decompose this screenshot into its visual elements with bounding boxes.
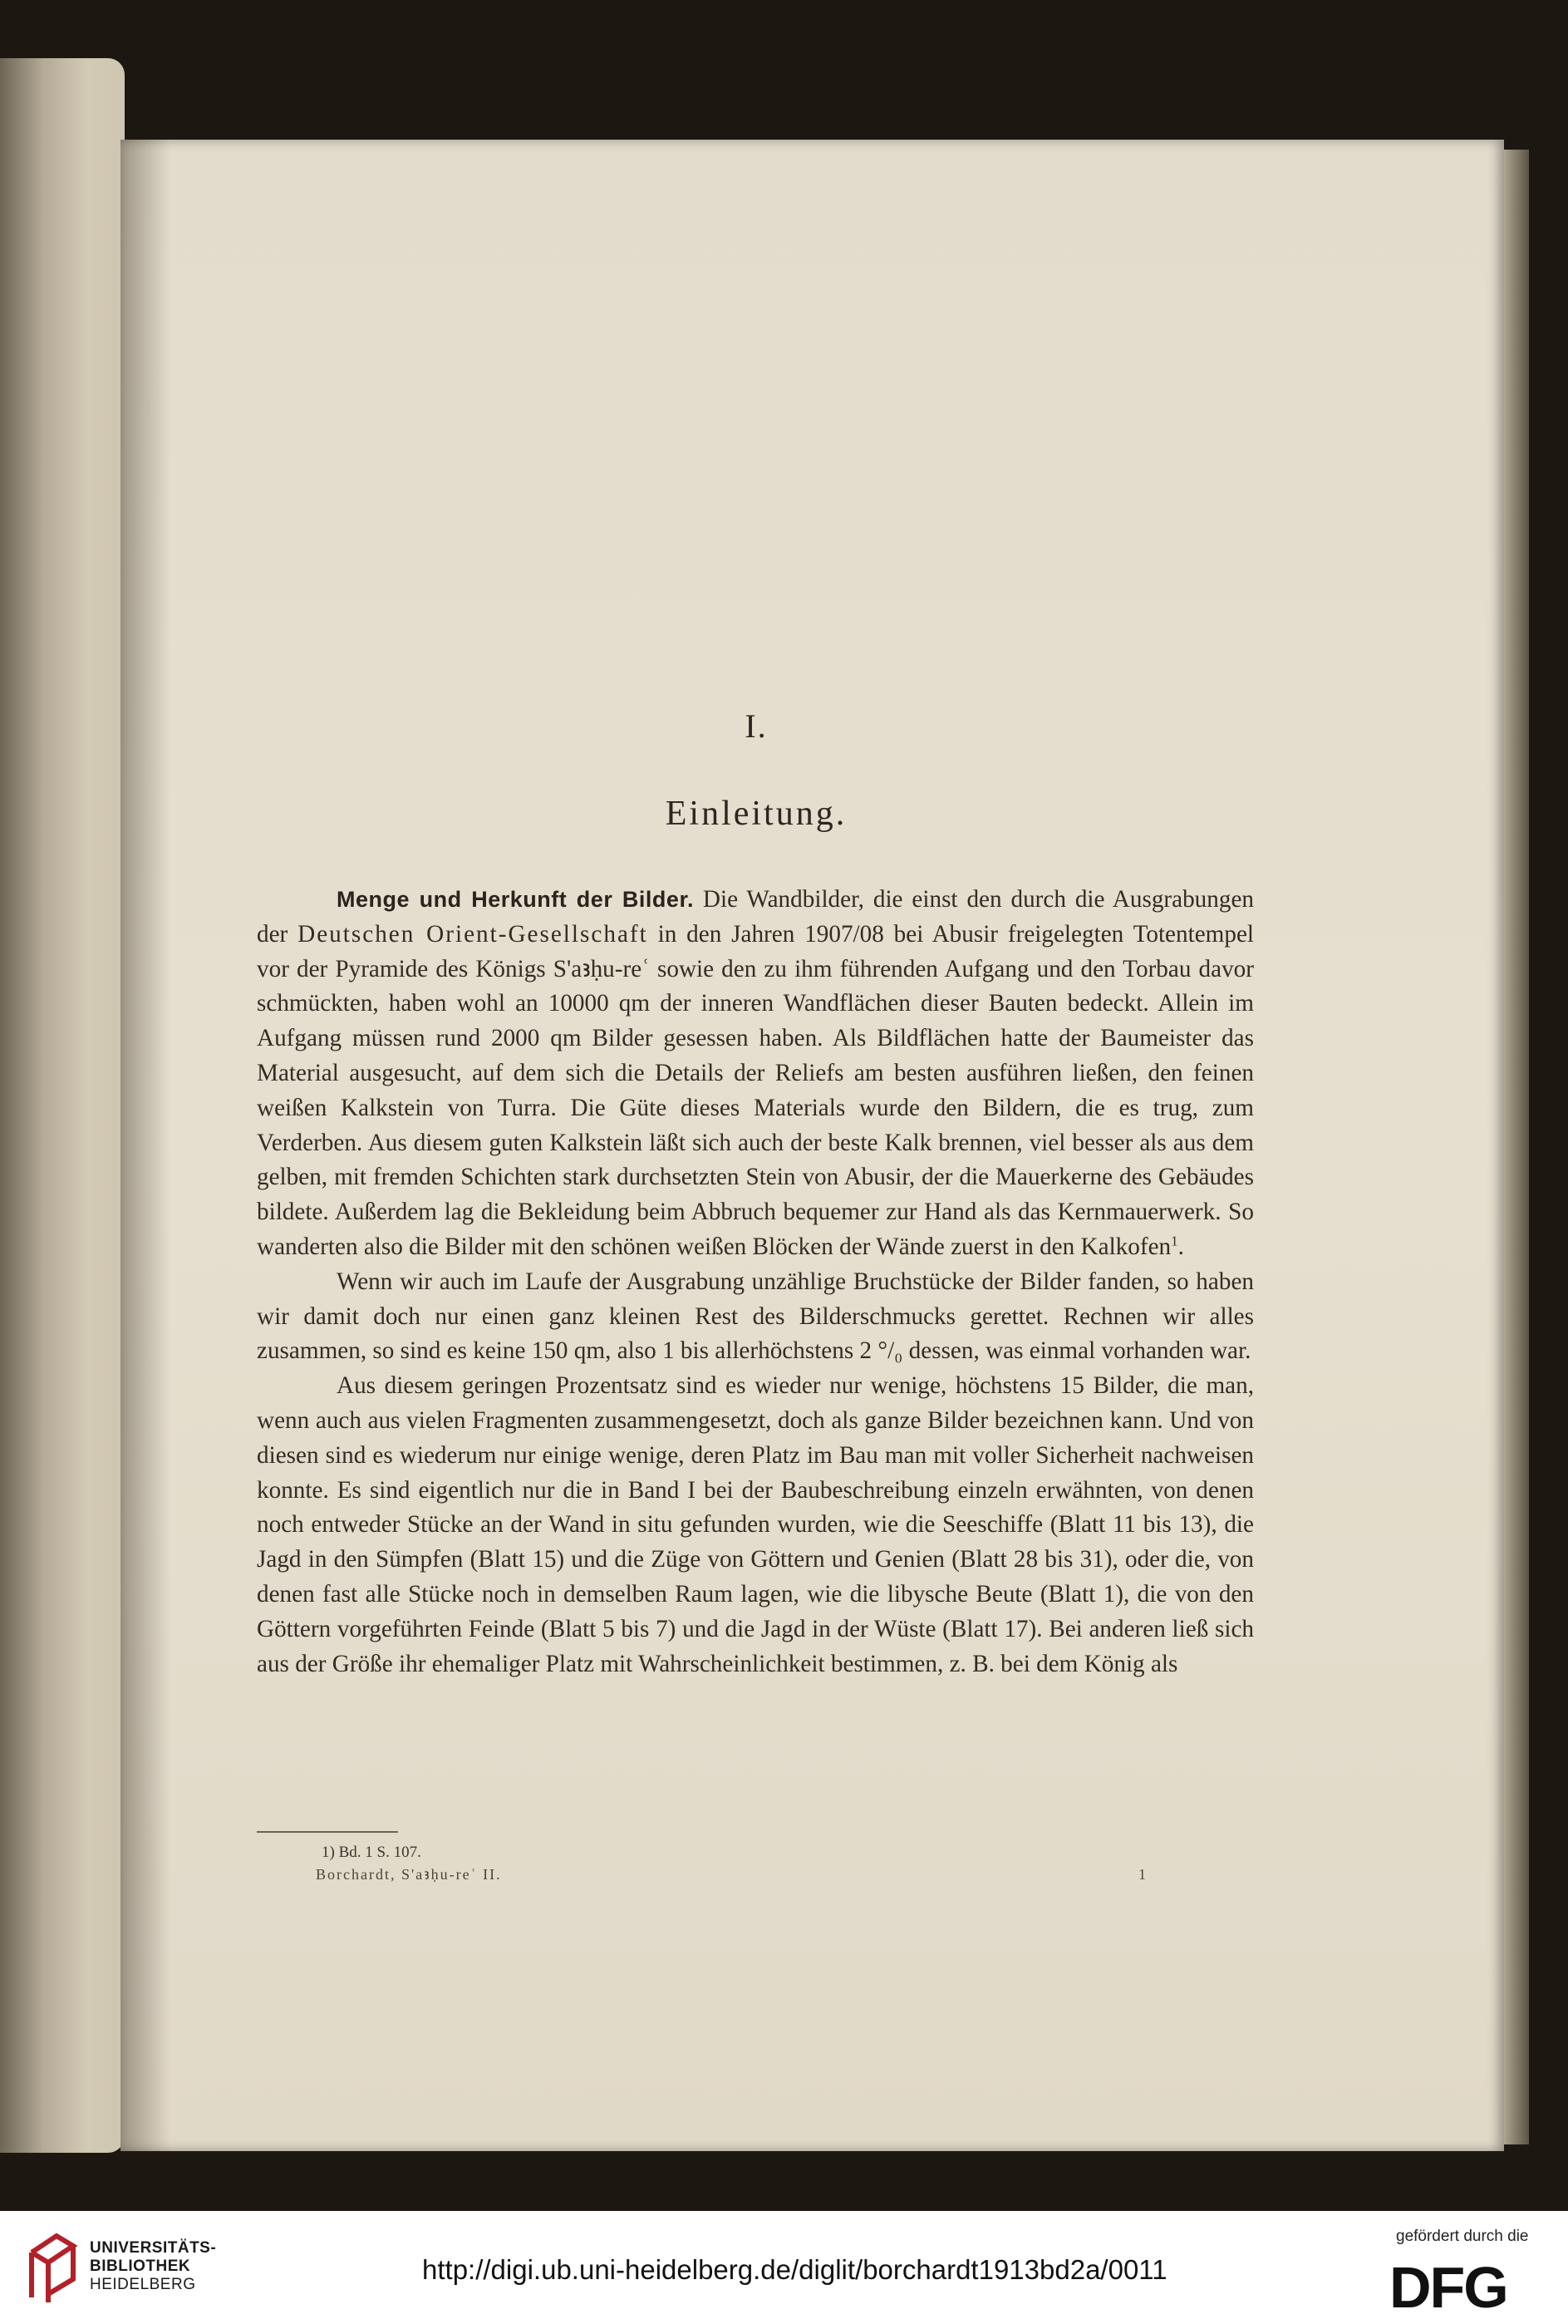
paragraph-1 [257, 883, 1254, 1265]
body-text [257, 883, 1254, 1681]
paragraph-3: Aus diesem geringen Prozentsatz sind es wieder nur wenige, höchstens 15 Bilder, die man, wenn auch aus vielen Fragmenten zusammengesetzt, doch als ganze Bilder bezeichnen kann. Und von diesen sind es wiederum nur einige wenige, deren Platz im Bau man mit voller Sicherheit nachweisen konnte. Es sind eigentlich nur die in Band I bei der Baubeschreibung einzeln erwähnten, von denen noch entweder Stücke an der Wand in situ gefunden wurden, wie die Seeschiffe (Blatt 11 bis 13), die Jagd in den Sümpfen (Blatt 15) und die Züge von Göttern und Genien (Blatt 28 bis 31), oder die, von denen fast alle Stücke noch in demselben Raum lagen, wie die libysche Beute (Blatt 1), die von den Göttern vorgeführten Feinde (Blatt 5 bis 7) und die Jagd in der Wüste (Blatt 17). Bei anderen ließ sich aus der Größe ihr ehemaliger Platz mit Wahrscheinlichkeit bestimmen, z. B. bei dem König als [257, 1372, 1254, 1677]
footer-bar [0, 2211, 1568, 2324]
paragraph-1-end: . [1177, 1233, 1184, 1260]
sheet-number: 1 [1138, 1866, 1146, 1883]
paragraph-1-spaced: Deutschen Orient-Gesellschaft [297, 920, 648, 948]
dfg-logo-icon[interactable] [1389, 2258, 1547, 2312]
dfg-logo-text: DFG [1389, 2258, 1507, 2312]
page-gutter-shadow [120, 140, 170, 2151]
ub-heidelberg-logo-icon[interactable] [23, 2228, 81, 2306]
footnote-marker[interactable]: 1 [1171, 1233, 1178, 1249]
paragraph-1-rest: in den Jahren 1907/08 bei Abusir freigelegten Totentempel vor der Pyramide des Königs S'aꜣḥu-reʿ sowie den zu ihm führenden Aufgang und den Torbau davor schmückten, haben wohl an 10000 qm der inneren Wandflächen dieser Bauten bedeckt. Allein im Aufgang müssen rund 2000 qm Bilder gesessen haben. Als Bildflächen hatte der Baumeister das Material ausgesucht, auf dem sich die Details der Reliefs am besten ausführen ließen, den feinen weißen Kalkstein von Turra. Die Güte dieses Materials wurde den Bildern, die es trug, zum Verderben. Aus diesem guten Kalkstein läßt sich auch der beste Kalk brennen, viel besser als aus dem gelben, mit fremden Schichten stark durchsetzten Stein von Abusir, der die Mauerkerne des Gebäudes bildete. Außerdem lag die Bekleidung beim Abbruch bequemer zur Hand als das Kernmauerwerk. So wanderten also die Bilder mit den schönen weißen Blöcken der Wände zuerst in den [257, 920, 1255, 1260]
section-heading: Menge und Herkunft der Bilder. [337, 887, 694, 912]
paragraph-2: Wenn wir auch im Laufe der Ausgrabung unzählige Bruchstücke der Bilder fanden, so haben wir damit doch nur einen ganz kleinen Rest des Bilderschmucks gerettet. Rechnen wir alles zusammen, so sind es keine 150 qm, also 1 bis allerhöchstens 2 °/₀ dessen, was einmal vorhanden war. [257, 1268, 1254, 1365]
paragraph-1-lead: Die Wandbilder, die einst den durch die Ausgrabungen der [257, 886, 1255, 948]
library-name-line-2: BIBLIOTHEK [90, 2258, 191, 2275]
chapter-number: I. [745, 707, 768, 745]
funding-caption: gefördert durch die [1396, 2228, 1529, 2245]
footnote-rule [257, 1831, 398, 1833]
left-page-edge [0, 58, 125, 2153]
permalink-url[interactable]: http://digi.ub.uni-heidelberg.de/diglit/borchardt1913bd2a/0011 [422, 2254, 1167, 2285]
library-name-line-1: UNIVERSITÄTS- [90, 2239, 217, 2257]
footnote: 1) Bd. 1 S. 107. [322, 1844, 421, 1861]
printer-signature: Borchardt, S'aꜣḥu-reʿ II. [316, 1866, 502, 1883]
library-name [90, 2239, 216, 2294]
library-name-line-3: HEIDELBERG [90, 2276, 196, 2293]
paragraph-1-last-word: Kalkofen [1080, 1233, 1172, 1260]
chapter-title: Einleitung. [665, 795, 848, 833]
